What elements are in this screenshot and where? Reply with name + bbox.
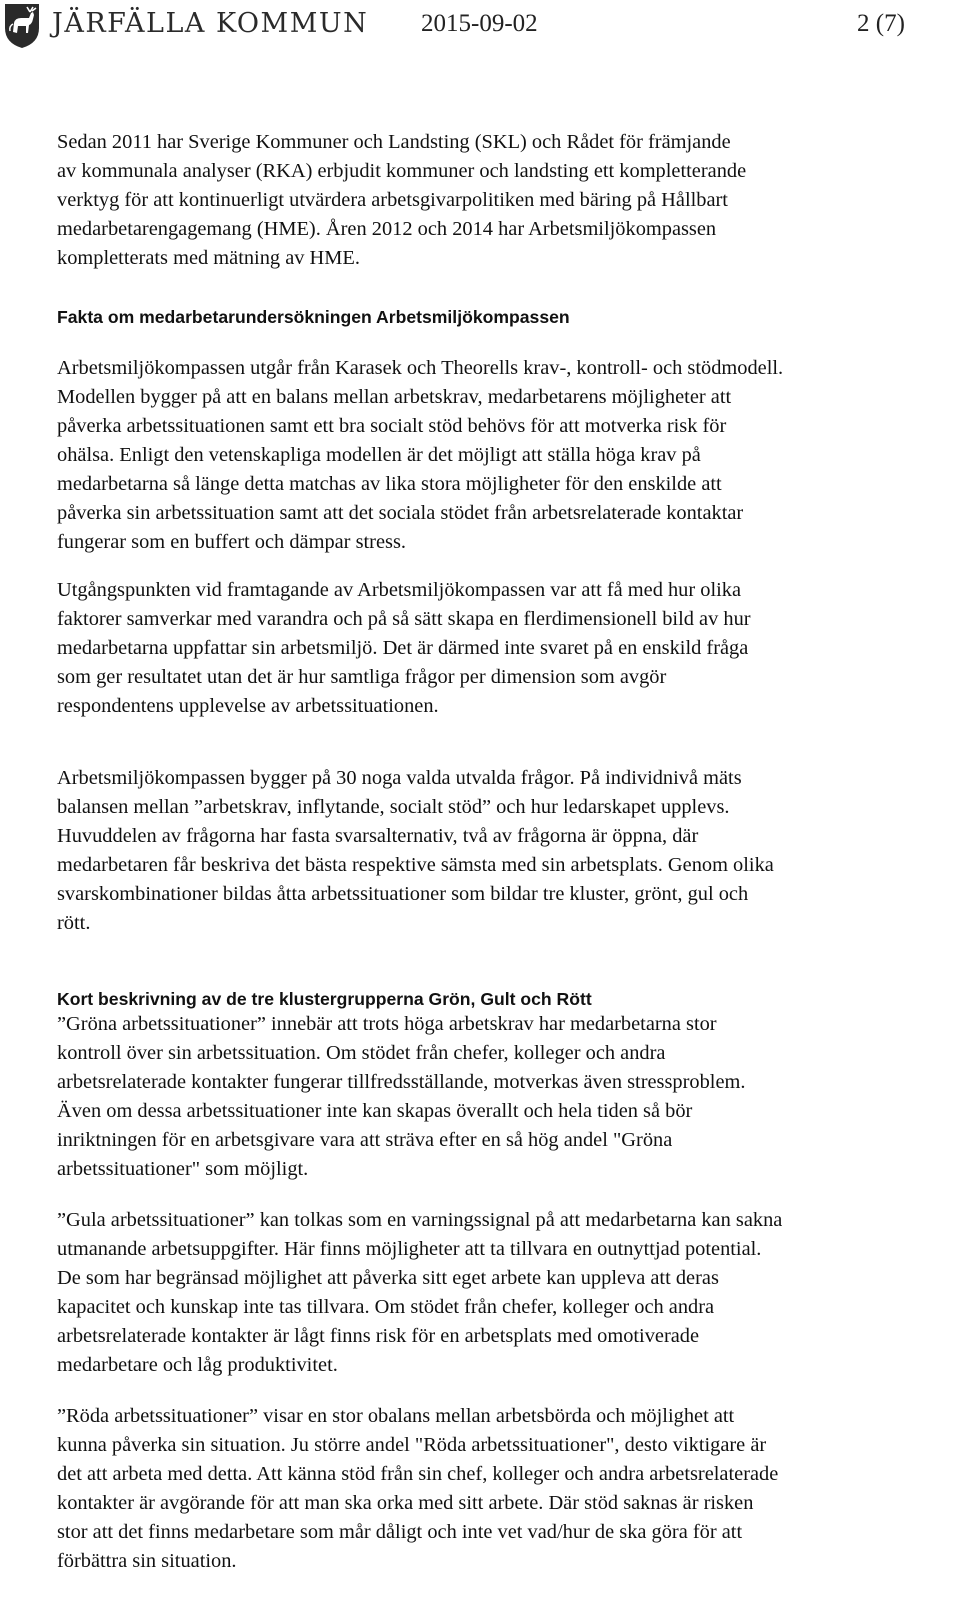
paragraph-basis: Utgångspunkten vid framtagande av Arbetsmiljökompassen var att få med hur olika faktorer samverkar med varandra och på så sätt skapa en flerdimensionell bild av hur medarbetarna uppfattar sin arbetsmiljö. Det är därmed inte svaret på en enskild fråga som ger resultatet utan det är hur samtliga frågor per dimension som avgör respondentens upplevelse av arbetssituationen. [57,579,751,717]
municipality-crest-icon [2,2,42,50]
paragraph-model: Arbetsmiljökompassen utgår från Karasek och Theorells krav-, kontroll- och stödmodell. Modellen bygger på att en balans mellan arbetskrav, medarbetarens möjligheter att påverka arbetssituationen samt ett bra socialt stöd behövs för att motverka risk för ohälsa. Enligt den vetenskapliga modellen är det möjligt att ställa höga krav på medarbetarna så länge detta matchas av lika stora möjligheter för den enskilde att påverka sin arbetssituation samt att det sociala stödet från arbetsrelaterade kontaktar fungerar som en buffert och dämpar stress. [57,357,784,553]
paragraph-green: ”Gröna arbetssituationer” innebär att trots höga arbetskrav har medarbetarna stor kontroll över sin arbetssituation. Om stödet från chefer, kolleger och andra arbetsrelaterade kontakter fungerar tillfredsställande, motverkas även stressproblem. Även om dessa arbetssituationer inte kan skapas överallt och hela tiden så bör inriktningen för en arbetsgivare vara att sträva efter en så hög andel "Gröna arbetssituationer" som möjligt. [57,1013,746,1180]
paragraph-yellow: ”Gula arbetssituationer” kan tolkas som en varningssignal på att medarbetarna kan sakna utmanande arbetsuppgifter. Här finns möjligheter att ta tillvara en outnyttjad potential. De som har begränsad möjlighet att påverka sitt eget arbete kan uppleva att deras kapacitet och kunskap inte tas tillvara. Om stödet från chefer, kolleger och andra arbetsrelaterade kontakter är lågt finns risk för en arbetsplats med omotiverade medarbetare och låg produktivitet. [57,1209,783,1376]
heading-facts: Fakta om medarbetarundersökningen Arbetsmiljökompassen [57,307,570,327]
org-name: JÄRFÄLLA KOMMUN [52,8,369,39]
paragraph-questions: Arbetsmiljökompassen bygger på 30 noga valda utvalda frågor. På individnivå mäts balansen mellan ”arbetskrav, inflytande, socialt stöd” och hur ledarskapet upplevs. Huvuddelen av frågorna har fasta svarsalternativ, två av frågorna är öppna, där medarbetaren får beskriva det bästa respektive sämsta med sin arbetsplats. Genom olika svarskombinationer bildas åtta arbetssituationer som bildar tre kluster, grönt, gul och rött. [57,767,774,934]
heading-clusters: Kort beskrivning av de tre klustergrupperna Grön, Gult och Rött [57,989,592,1009]
page-number: 2 (7) [857,10,905,37]
paragraph-intro: Sedan 2011 har Sverige Kommuner och Landsting (SKL) och Rådet för främjande av kommunala analyser (RKA) erbjudit kommuner och landsting ett kompletterande verktyg för att kontinuerligt utvärdera arbetsgivarpolitiken med bäring på Hållbart medarbetarengagemang (HME). Åren 2012 och 2014 har Arbetsmiljökompassen kompletterats med mätning av HME. [57,131,747,269]
paragraph-red: ”Röda arbetssituationer” visar en stor obalans mellan arbetsbörda och möjlighet att kunna påverka sin situation. Ju större andel "Röda arbetssituationer", desto viktigare är det att arbeta med detta. Att känna stöd från sin chef, kolleger och andra arbetsrelaterade kontakter är avgörande för att man ska orka med sitt arbete. Där stöd saknas är risken stor att det finns medarbetare som mår dåligt och inte vet vad/hur de ska göra för att förbättra sin situation. [57,1405,779,1572]
document-date: 2015-09-02 [421,10,538,37]
